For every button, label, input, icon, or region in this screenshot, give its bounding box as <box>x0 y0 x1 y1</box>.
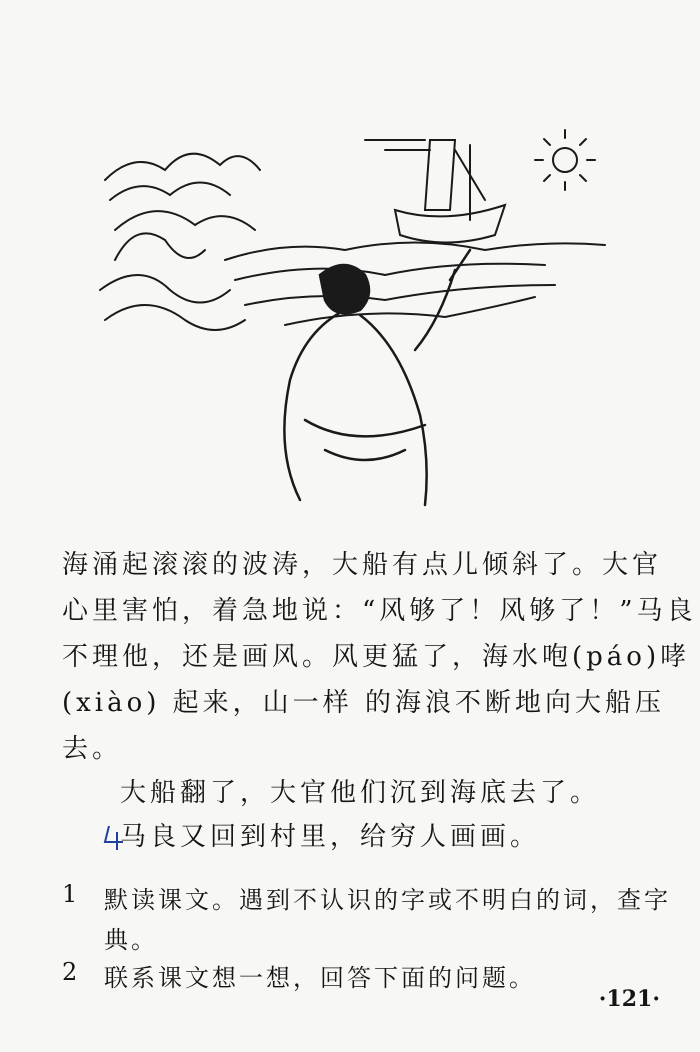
ma-liang-painting-wind-illustration <box>95 120 615 520</box>
ma-liang-figure <box>284 250 470 505</box>
story-line: 不理他，还是画风。风更猛了，海水咆(páo)哮 <box>62 642 691 672</box>
wind-strokes <box>365 140 430 150</box>
exercise-number: 2 <box>62 958 78 986</box>
story-line: 大船翻了，大官他们沉到海底去了。 <box>120 778 601 808</box>
exercise-number: 1 <box>62 880 78 908</box>
story-line: (xiào) 起来，山一样 的海浪不断地向大船压 <box>62 688 665 718</box>
handwritten-mark <box>103 824 127 852</box>
exercise-text: 联系课文想一想，回答下面的问题。 <box>104 964 536 992</box>
story-line: 马良又回到村里，给穷人画画。 <box>120 822 541 852</box>
sun <box>535 130 595 190</box>
exercise-text: 默读课文。遇到不认识的字或不明白的词，查字 <box>104 886 671 914</box>
sailing-ship <box>395 140 505 243</box>
exercise-text: 典。 <box>104 926 158 954</box>
story-line: 心里害怕，着急地说：“风够了！风够了！”马良 <box>62 596 697 626</box>
story-line: 海涌起滚滚的波涛，大船有点儿倾斜了。大官 <box>62 550 663 580</box>
page-number: ·121· <box>598 986 660 1012</box>
story-line: 去。 <box>62 734 123 764</box>
